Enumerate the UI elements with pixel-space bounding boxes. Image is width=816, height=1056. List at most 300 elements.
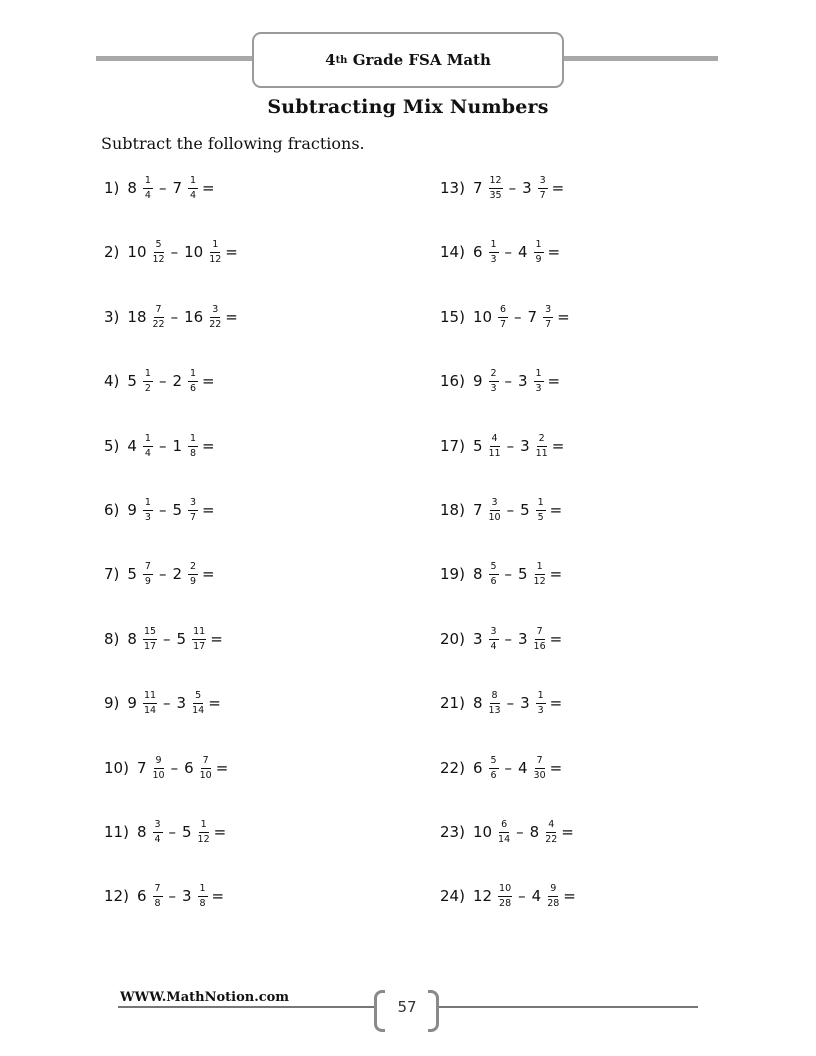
footer-rule-left: [118, 1006, 376, 1008]
fraction: [547, 884, 559, 908]
problem-24: [440, 884, 576, 908]
minus-sign: –: [170, 243, 179, 261]
equals-sign: =: [202, 437, 215, 455]
problem-number: 3): [104, 308, 120, 326]
whole-number: 5: [518, 565, 528, 583]
whole-number: 5: [520, 501, 530, 519]
numerator: 9: [548, 884, 558, 897]
equals-sign: =: [202, 179, 215, 197]
whole-number: 2: [172, 372, 182, 390]
numerator: 7: [143, 562, 153, 575]
problem-number: 4): [104, 372, 120, 390]
problem-number: 24): [440, 887, 465, 905]
denominator: 16: [533, 640, 546, 652]
minus-sign: –: [518, 887, 526, 905]
numerator: 11: [192, 627, 206, 640]
whole-number: 10: [472, 308, 493, 326]
numerator: 4: [490, 434, 500, 447]
equals-sign: =: [202, 372, 215, 390]
problem-number: 18): [440, 501, 465, 519]
problem-7: [104, 562, 215, 586]
denominator: 22: [545, 833, 558, 845]
numerator: 1: [210, 240, 220, 253]
fraction: [489, 627, 499, 651]
numerator: 1: [536, 498, 546, 511]
denominator: 4: [144, 447, 151, 459]
whole-number: 3: [176, 694, 187, 712]
fraction: [153, 305, 165, 329]
numerator: 7: [535, 627, 545, 640]
whole-number: 7: [472, 501, 483, 519]
equals-sign: =: [549, 565, 563, 583]
whole-number: 4: [127, 437, 137, 455]
whole-number: 10: [472, 823, 493, 841]
equals-sign: =: [202, 501, 215, 519]
whole-number: 5: [472, 437, 483, 455]
equals-sign: =: [557, 308, 570, 326]
minus-sign: –: [504, 565, 512, 583]
numerator: 7: [154, 305, 164, 318]
fraction: [534, 240, 544, 264]
numerator: 1: [535, 562, 545, 575]
numerator: 9: [154, 756, 164, 769]
numerator: 6: [499, 820, 509, 833]
minus-sign: –: [504, 630, 512, 648]
problem-10: [104, 756, 228, 780]
fraction: [536, 434, 548, 458]
denominator: 6: [490, 769, 497, 781]
fraction: [192, 627, 206, 651]
equals-sign: =: [211, 887, 225, 905]
denominator: 9: [535, 253, 542, 265]
problem-number: 6): [104, 501, 120, 519]
numerator: 1: [489, 240, 499, 253]
whole-number: 6: [136, 887, 147, 905]
whole-number: 5: [172, 501, 182, 519]
minus-sign: –: [514, 308, 522, 326]
fraction: [192, 691, 204, 715]
fraction: [498, 820, 510, 844]
fraction: [534, 627, 546, 651]
numerator: 6: [498, 305, 508, 318]
minus-sign: –: [170, 308, 179, 326]
fraction: [534, 756, 546, 780]
denominator: 12: [197, 833, 210, 845]
fraction: [536, 498, 546, 522]
fraction: [188, 562, 198, 586]
fraction: [545, 820, 557, 844]
whole-number: 7: [136, 759, 147, 777]
problem-number: 15): [440, 308, 465, 326]
denominator: 7: [539, 189, 546, 201]
fraction: [498, 305, 508, 329]
page-bracket-left: [374, 990, 385, 1032]
whole-number: 8: [127, 630, 137, 648]
header-rule-left: [96, 56, 254, 61]
denominator: 9: [144, 575, 151, 587]
denominator: 11: [488, 447, 501, 459]
equals-sign: =: [561, 823, 574, 841]
fraction: [489, 176, 503, 200]
fraction: [489, 369, 499, 393]
equals-sign: =: [213, 823, 227, 841]
problem-number: 14): [440, 243, 465, 261]
equals-sign: =: [549, 630, 563, 648]
minus-sign: –: [504, 243, 512, 261]
denominator: 4: [154, 833, 161, 845]
denominator: 8: [199, 897, 206, 909]
numerator: 5: [193, 691, 203, 704]
instructions: Subtract the following fractions.: [101, 134, 365, 153]
problem-17: [440, 434, 564, 458]
denominator: 5: [537, 511, 544, 523]
equals-sign: =: [215, 759, 229, 777]
problem-number: 10): [104, 759, 129, 777]
fraction: [489, 562, 499, 586]
denominator: 28: [499, 897, 512, 909]
minus-sign: –: [158, 372, 167, 390]
whole-number: 8: [136, 823, 147, 841]
denominator: 3: [490, 382, 497, 394]
fraction: [143, 627, 157, 651]
numerator: 7: [535, 756, 545, 769]
denominator: 28: [547, 897, 560, 909]
problem-12: [104, 884, 224, 908]
denominator: 17: [193, 640, 206, 652]
denominator: 12: [533, 575, 546, 587]
numerator: 3: [543, 305, 553, 318]
problem-23: [440, 820, 574, 844]
header-subject: Grade FSA Math: [352, 51, 491, 69]
numerator: 1: [143, 434, 153, 447]
minus-sign: –: [504, 759, 512, 777]
whole-number: 7: [172, 179, 182, 197]
numerator: 5: [489, 562, 499, 575]
problem-2: [104, 240, 238, 264]
equals-sign: =: [551, 179, 565, 197]
whole-number: 8: [127, 179, 137, 197]
fraction: [198, 820, 210, 844]
equals-sign: =: [210, 630, 223, 648]
denominator: 6: [189, 382, 197, 394]
whole-number: 3: [522, 179, 532, 197]
fraction: [534, 369, 544, 393]
fraction: [489, 240, 499, 264]
fraction: [143, 562, 153, 586]
minus-sign: –: [516, 823, 524, 841]
numerator: 15: [143, 627, 157, 640]
numerator: 5: [489, 756, 499, 769]
whole-number: 3: [520, 437, 530, 455]
whole-number: 5: [176, 630, 187, 648]
equals-sign: =: [225, 243, 238, 261]
whole-number: 6: [472, 759, 483, 777]
denominator: 35: [489, 189, 502, 201]
fraction: [536, 691, 546, 715]
denominator: 8: [154, 897, 161, 909]
fraction: [188, 498, 198, 522]
numerator: 3: [188, 498, 198, 511]
equals-sign: =: [551, 437, 565, 455]
problem-19: [440, 562, 562, 586]
whole-number: 3: [472, 630, 483, 648]
numerator: 2: [489, 369, 499, 382]
fraction: [143, 434, 153, 458]
numerator: 3: [538, 176, 548, 189]
minus-sign: –: [506, 437, 515, 455]
fraction: [489, 498, 501, 522]
whole-number: 3: [520, 694, 530, 712]
numerator: 1: [188, 369, 198, 382]
denominator: 10: [199, 769, 212, 781]
numerator: 3: [490, 498, 500, 511]
denominator: 2: [144, 382, 151, 394]
fraction: [143, 498, 153, 522]
numerator: 1: [143, 369, 153, 382]
footer-rule-right: [438, 1006, 698, 1008]
fraction: [143, 691, 157, 715]
fraction: [143, 369, 153, 393]
equals-sign: =: [202, 565, 215, 583]
fraction: [498, 884, 512, 908]
denominator: 12: [209, 253, 222, 265]
numerator: 1: [534, 369, 544, 382]
fraction: [153, 756, 165, 780]
numerator: 5: [154, 240, 164, 253]
header-box: [252, 32, 564, 88]
equals-sign: =: [549, 501, 563, 519]
denominator: 4: [144, 189, 151, 201]
minus-sign: –: [158, 501, 167, 519]
denominator: 4: [490, 640, 497, 652]
problem-4: [104, 369, 215, 393]
minus-sign: –: [168, 823, 176, 841]
minus-sign: –: [508, 179, 517, 197]
problem-number: 17): [440, 437, 465, 455]
fraction: [489, 691, 501, 715]
minus-sign: –: [163, 630, 171, 648]
problem-number: 12): [104, 887, 129, 905]
fraction: [188, 369, 198, 393]
whole-number: 10: [127, 243, 147, 261]
problem-number: 20): [440, 630, 465, 648]
denominator: 17: [143, 640, 157, 652]
denominator: 9: [189, 575, 197, 587]
problem-number: 11): [104, 823, 129, 841]
minus-sign: –: [506, 694, 515, 712]
whole-number: 8: [529, 823, 540, 841]
fraction: [153, 820, 163, 844]
fraction: [200, 756, 212, 780]
fraction: [543, 305, 553, 329]
denominator: 22: [209, 318, 222, 330]
problem-5: [104, 434, 215, 458]
footer-website: WWW.MathNotion.com: [120, 990, 290, 1005]
problem-14: [440, 240, 560, 264]
problem-number: 7): [104, 565, 120, 583]
whole-number: 3: [518, 372, 528, 390]
whole-number: 10: [184, 243, 204, 261]
denominator: 4: [189, 189, 197, 201]
problem-number: 22): [440, 759, 465, 777]
problem-number: 19): [440, 565, 465, 583]
whole-number: 7: [527, 308, 538, 326]
fraction: [489, 434, 501, 458]
numerator: 7: [153, 884, 163, 897]
page-number: 57: [397, 998, 417, 1016]
equals-sign: =: [549, 694, 563, 712]
numerator: 7: [201, 756, 211, 769]
fraction: [489, 756, 499, 780]
numerator: 11: [143, 691, 157, 704]
minus-sign: –: [158, 179, 167, 197]
numerator: 1: [143, 498, 153, 511]
minus-sign: –: [506, 501, 515, 519]
whole-number: 12: [472, 887, 493, 905]
denominator: 12: [152, 253, 165, 265]
equals-sign: =: [547, 243, 561, 261]
denominator: 6: [490, 575, 497, 587]
problem-18: [440, 498, 562, 522]
fraction: [188, 434, 198, 458]
problem-11: [104, 820, 226, 844]
whole-number: 9: [127, 694, 137, 712]
problem-22: [440, 756, 562, 780]
denominator: 8: [189, 447, 197, 459]
whole-number: 5: [127, 372, 137, 390]
numerator: 2: [537, 434, 547, 447]
problem-20: [440, 627, 562, 651]
denominator: 7: [545, 318, 552, 330]
problem-number: 23): [440, 823, 465, 841]
page-title: Subtracting Mix Numbers: [267, 96, 549, 118]
numerator: 10: [498, 884, 512, 897]
fraction: [143, 176, 153, 200]
problem-9: [104, 691, 221, 715]
numerator: 1: [534, 240, 544, 253]
minus-sign: –: [168, 887, 176, 905]
header-rule-right: [562, 56, 718, 61]
fraction: [198, 884, 208, 908]
denominator: 14: [192, 704, 205, 716]
fraction: [188, 176, 198, 200]
whole-number: 5: [127, 565, 137, 583]
grade-suffix: th: [335, 54, 348, 66]
denominator: 3: [537, 704, 544, 716]
numerator: 1: [143, 176, 153, 189]
equals-sign: =: [563, 887, 576, 905]
denominator: 7: [500, 318, 507, 330]
problem-15: [440, 305, 570, 329]
numerator: 3: [210, 305, 220, 318]
problem-number: 13): [440, 179, 465, 197]
numerator: 1: [198, 884, 208, 897]
whole-number: 7: [472, 179, 483, 197]
problem-3: [104, 305, 238, 329]
problem-16: [440, 369, 560, 393]
equals-sign: =: [547, 372, 561, 390]
minus-sign: –: [504, 372, 512, 390]
fraction: [153, 884, 163, 908]
grade-number: 4: [325, 51, 336, 69]
denominator: 7: [189, 511, 197, 523]
whole-number: 6: [184, 759, 194, 777]
denominator: 13: [488, 704, 501, 716]
denominator: 14: [498, 833, 511, 845]
whole-number: 9: [472, 372, 483, 390]
problem-number: 21): [440, 694, 465, 712]
numerator: 3: [489, 627, 499, 640]
whole-number: 5: [182, 823, 192, 841]
equals-sign: =: [549, 759, 563, 777]
whole-number: 3: [182, 887, 192, 905]
whole-number: 16: [184, 308, 204, 326]
numerator: 1: [188, 434, 198, 447]
denominator: 3: [144, 511, 151, 523]
whole-number: 4: [518, 759, 528, 777]
fraction: [209, 240, 221, 264]
whole-number: 6: [472, 243, 483, 261]
whole-number: 18: [127, 308, 147, 326]
whole-number: 9: [127, 501, 137, 519]
problem-1: [104, 176, 215, 200]
equals-sign: =: [225, 308, 238, 326]
denominator: 22: [152, 318, 165, 330]
whole-number: 4: [518, 243, 528, 261]
problem-21: [440, 691, 562, 715]
problem-6: [104, 498, 215, 522]
problem-number: 9): [104, 694, 120, 712]
problem-8: [104, 627, 223, 651]
problem-number: 8): [104, 630, 120, 648]
minus-sign: –: [158, 437, 167, 455]
whole-number: 2: [172, 565, 182, 583]
problem-13: [440, 176, 564, 200]
equals-sign: =: [208, 694, 221, 712]
whole-number: 8: [472, 565, 483, 583]
denominator: 3: [490, 253, 497, 265]
denominator: 30: [533, 769, 546, 781]
problem-number: 2): [104, 243, 120, 261]
whole-number: 1: [172, 437, 182, 455]
minus-sign: –: [170, 759, 179, 777]
numerator: 12: [489, 176, 503, 189]
whole-number: 4: [531, 887, 542, 905]
numerator: 1: [199, 820, 209, 833]
denominator: 3: [535, 382, 542, 394]
problem-number: 5): [104, 437, 120, 455]
denominator: 14: [143, 704, 157, 716]
numerator: 1: [536, 691, 546, 704]
whole-number: 3: [518, 630, 528, 648]
denominator: 10: [152, 769, 165, 781]
fraction: [538, 176, 548, 200]
numerator: 3: [153, 820, 163, 833]
fraction: [534, 562, 546, 586]
fraction: [153, 240, 165, 264]
page-bracket-right: [428, 990, 439, 1032]
denominator: 10: [488, 511, 501, 523]
problem-number: 1): [104, 179, 120, 197]
denominator: 11: [535, 447, 548, 459]
minus-sign: –: [163, 694, 171, 712]
numerator: 8: [490, 691, 500, 704]
numerator: 1: [188, 176, 198, 189]
whole-number: 8: [472, 694, 483, 712]
fraction: [209, 305, 221, 329]
problem-number: 16): [440, 372, 465, 390]
numerator: 4: [546, 820, 556, 833]
